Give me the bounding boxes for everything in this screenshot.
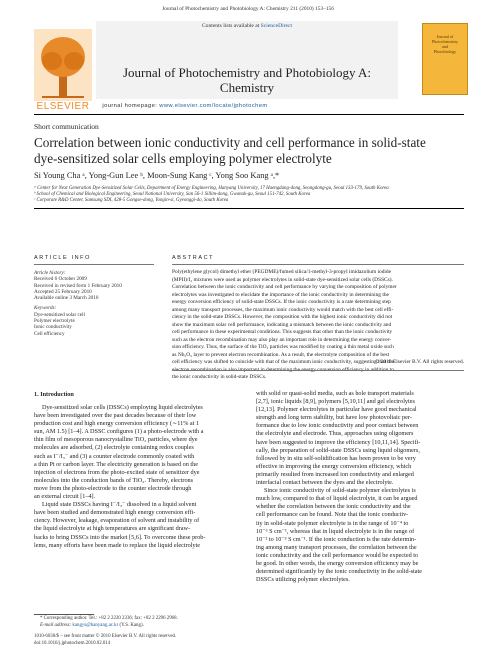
- masthead-divider: [34, 114, 464, 115]
- keyword: Dye-sensitized solar cell: [34, 311, 85, 318]
- affiliation: ᶜ Corporate R&D Center, Samsung SDI, 428-5 Gongse-dong, Yongin-si, Gyeonggi-do, South Korea: [34, 198, 229, 203]
- journal-masthead: [34, 21, 464, 113]
- contents-banner: [96, 21, 398, 99]
- corresponding-author-note: * Corresponding author. Tel.: +82 2 2220 2336; fax: +82 2 2296 2968.: [40, 616, 178, 621]
- article-type: Short communication: [34, 122, 99, 131]
- left-column-text: Dye-sensitized solar cells (DSSCs) employing liquid electrolytes have been investigated over the past decades because of their low production cost and high energy conversion efficiency (∼11% at 1 sun, AM 1.5) [1–4]. A DSSC configures (1) a photo-electrode with a thin film of mesoporous nanocrystalline TiO₂ particles, where dye molecules are adsorbed, (2) electrolyte containing redox couples such as I⁻/I₃⁻ and (3) a counter electrode commonly coated with a thin Pt or carbon layer. The electricity generation is based on the injection of electrons from the photo-excited state of sensitizer dye molecules into the conduction bands of TiO₂. Thereby, electrons move from the photo-electrode to the counter electrode through an external circuit [1–4]. Liquid state DSSCs having I⁻/I₃⁻ dissolved in a liquid solvent have been studied and demonstrated high energy conversion effi- ciency. However, leakage, evaporation of solvent and instability of the liquid electrolyte at high temperatures are significant draw- backs to bring DSSCs into the market [5,6]. To overcome these prob- lems, many efforts have been made to replace the liquid electrolyte: [34, 404, 206, 549]
- footnote-rule: [34, 614, 94, 615]
- journal-homepage: journal homepage: www.elsevier.com/locate/jphotochem: [102, 103, 268, 109]
- abstract-rule: [172, 264, 464, 265]
- author-list: Si Young Cha ᵃ, Yong-Gun Lee ᵇ, Moon-Sung Kang ᶜ, Yong Soo Kang ᵃ,*: [34, 171, 280, 180]
- right-column-text: with solid or quasi-solid media, such as hole transport materials [2,7], ionic liquids [8,9], polymers [5,10,11] and gel electrolytes [12,13]. Polymer electrolytes in particular have good mechanical strength and long term stability, but have low photovoltaic per- formance due to low ionic conductivity and poor contact between the electrolyte and electrode. Thus, approaches using oligomers have been suggested to improve the efficiency [10,11,14]. Specifi- cally, the preparation of solid-state DSSCs using liquid oligomers, followed by in situ self-solidification has been proven to be very effective in improving the energy conversion efficiency, which primarily resulted from increased ion conductivity and enlarged interfacial contact between the dyes and the electrolyte. Since ionic conductivity of solid-state polymer electrolytes is much low, compared to that of liquid electrolyte, it can be argued whether the correlation between the ionic conductivity and the cell performance can be found. Note that the ionic conductiv- ity in solid-state polymer electrolyte is in the range of 10⁻⁴ to 10⁻⁶ S cm⁻¹, whereas that in liquid electrolyte is in the range of 10⁻² to 10⁻³ S cm⁻¹. If the ionic conduction is the rate determin- ing among many transport processes, the correlation between the ionic conductivity and the cell performance would be expected to be good. In other words, the energy conversion efficiency may be determined significantly by the ionic conductivity in the solid-state DSSCs utilizing polymer electrolytes.: [256, 390, 422, 584]
- cover-line: and: [441, 44, 449, 49]
- keyword: Polymer electrolyte: [34, 318, 75, 325]
- cover-line: Photochemistry: [431, 39, 459, 44]
- article-history: Article history: Received 6 October 2009 Received in revised form 1 February 2010 Accepted 25 February 2010 Available online 3 March 2010 Keywords: Dye-sensitized solar cell Polymer electrolyte Ionic conductivity Cell efficiency: [34, 270, 164, 337]
- abstract-heading: ABSTRACT: [172, 255, 215, 261]
- journal-title-line1: Journal of Photochemistry and Photobiology A:: [122, 65, 372, 80]
- contents-line: Contents lists available at ScienceDirect: [201, 23, 293, 29]
- issn-line: 1010-6030/$ – see front matter © 2010 Elsevier B.V. All rights reserved.: [34, 634, 177, 639]
- sciencedirect-link[interactable]: ScienceDirect: [260, 23, 293, 29]
- author-email-link[interactable]: kangys@hanyang.ac.kr: [72, 623, 119, 628]
- elsevier-tree-logo: [34, 29, 92, 101]
- article-info-heading: ARTICLE INFO: [34, 255, 91, 261]
- section-heading-introduction: 1. Introduction: [34, 391, 74, 398]
- email-note: E-mail address: kangys@hanyang.ac.kr (Y.S. Kang).: [40, 623, 144, 628]
- section-divider: [34, 208, 464, 209]
- doi-line[interactable]: doi:10.1016/j.jphotochem.2010.02.014: [34, 641, 111, 646]
- journal-homepage-link[interactable]: www.elsevier.com/locate/jphotochem: [159, 103, 268, 109]
- journal-title-line2: Chemistry: [219, 80, 275, 95]
- article-title: Correlation between ionic conductivity and cell performance in solid-state dye-sensitized solar cells employing polymer electrolyte: [34, 135, 426, 166]
- cover-line: Photobiology: [433, 49, 457, 54]
- cover-line: Journal of: [436, 34, 454, 39]
- abstract-bottom-rule: [172, 370, 464, 371]
- publisher-logo-text: ELSEVIER: [36, 101, 90, 112]
- running-header: Journal of Photochemistry and Photobiology A: Chemistry 211 (2010) 153–156: [162, 6, 334, 12]
- keyword: Cell efficiency: [34, 330, 65, 337]
- affiliation: ᵃ Center for Next Generation Dye-Sensitized Solar Cells, Department of Energy Engineering, Hanyang University, 17 Haengdang-dong, Seongdong-gu, Seoul 133-179, South Korea: [34, 186, 389, 191]
- abstract-body: Poly(ethylene glycol) dimethyl ether (PEGDME)/fumed silica/1-methyl-3-propyl imidazolium iodide (MPII)/I₂ mixtures were used as polymer electrolytes in solid-state dye-sensitized solar cells (DSSCs). Correlation between the ionic conductivity and cell performance by varying the composition of polymer electrolytes was investigated to elucidate the importance of the ionic conductivity in determining the energy conversion efficiency of solid-state DSSCs. If the ionic conductivity is a rate determining step among many transport processes, the maximum ionic conductivity would match with the best cell effi- ciency in the solid-state DSSCs. However, the composition with the highest ionic conductivity did not show the maximum solar cell performance, indicating a mismatch between the ionic conductivity and cell performance in these experimental conditions. This suggests that other than the ionic conductivity such as the electron recombination may also play an important role in determining the energy conver- sion efficiency. Thus, the surface of the TiO₂ particles was modified by coating a thin metal oxide such as Nb₂O₅ layer to prevent electron recombination. As a result, the electrolyte composition of the best cell efficiency was shifted to coincide with that of the maximum ionic conductivity, suggesting that the electron recombination is also important in determining the energy conversion efficiency in addition to the ionic conductivity in solid-state DSSCs.: [172, 269, 397, 380]
- abstract-copyright: © 2010 Elsevier B.V. All rights reserved.: [375, 359, 464, 365]
- affiliation: ᵇ School of Chemical and Biological Engineering, Seoul National University, San 56-1 Sillim-dong, Gwanak-gu, Seoul 151-742, South Korea: [34, 192, 311, 197]
- journal-cover-thumbnail: [422, 23, 468, 95]
- article-info-rule: [34, 264, 154, 265]
- keyword: Ionic conductivity: [34, 324, 72, 331]
